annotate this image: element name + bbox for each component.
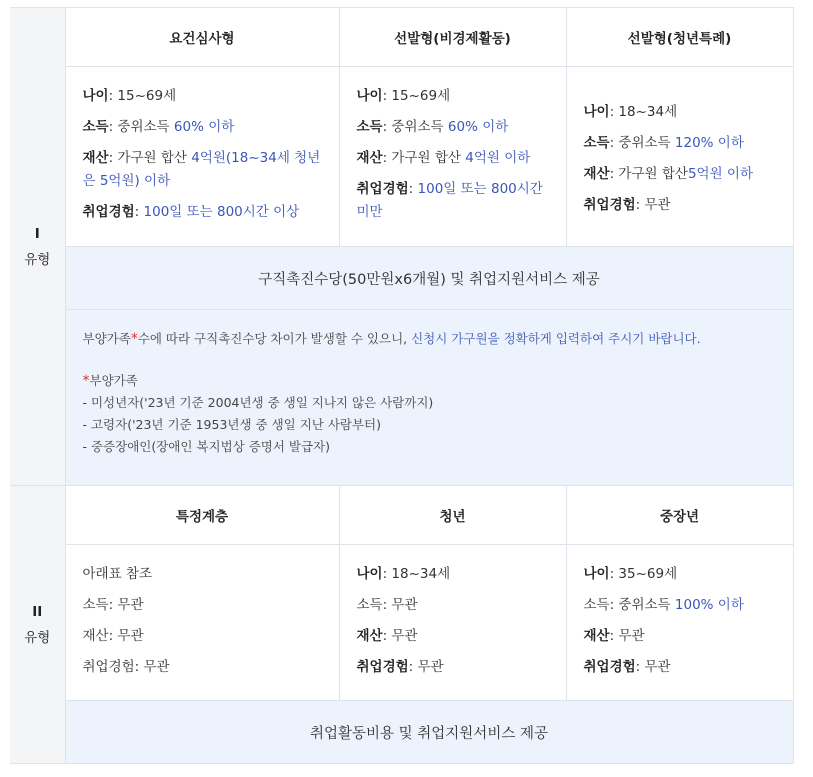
asterisk-icon: * (130, 331, 138, 347)
asset-line: 재산: 가구원 합산 4억원 이하 (356, 150, 531, 166)
type1-criteria-1 (65, 67, 339, 247)
type2-criteria-1 (65, 545, 339, 701)
dependents-note (65, 310, 793, 486)
type1-label: 유형 (24, 251, 51, 268)
type2-header-3: 중장년 (566, 486, 793, 545)
type2-criteria-2 (339, 545, 566, 701)
asset-line: 재산: 무관 (82, 628, 144, 644)
age-line: 나이: 15~69세 (356, 88, 451, 104)
type1-row-header (10, 8, 65, 486)
income-line: 소득: 중위소득 100% 이하 (583, 597, 744, 613)
eligibility-table (10, 7, 794, 764)
eligibility-table-wrapper (10, 7, 793, 764)
type2-roman: II (32, 603, 43, 620)
asterisk-icon: * (82, 373, 90, 389)
age-line: 나이: 18~34세 (583, 103, 678, 120)
type1-header-3: 선발형(청년특례) (566, 8, 793, 67)
experience-line: 취업경험: 무관 (583, 659, 671, 675)
type1-criteria-3 (566, 67, 793, 247)
note-title: *부양가족 (82, 373, 138, 389)
age-line: 나이: 35~69세 (583, 566, 678, 582)
asset-line: 재산: 무관 (583, 628, 645, 644)
income-line: 소득: 중위소득 120% 이하 (583, 134, 744, 151)
note-item: - 고령자('23년 기준 1953년생 중 생일 지난 사람부터) (82, 417, 382, 432)
type2-header-1: 특정계층 (65, 486, 339, 545)
income-line: 소득: 중위소득 60% 이하 (356, 119, 509, 135)
asset-line: 재산: 무관 (356, 628, 418, 644)
type1-roman: I (34, 225, 40, 242)
type2-header-2: 청년 (339, 486, 566, 545)
experience-line: 취업경험: 무관 (82, 659, 170, 675)
type2-benefit: 취업활동비용 및 취업지원서비스 제공 (65, 701, 793, 764)
income-line: 소득: 중위소득 60% 이하 (82, 119, 235, 135)
income-line: 소득: 무관 (82, 597, 144, 613)
type1-header-2: 선발형(비경제활동) (339, 8, 566, 67)
age-line: 나이: 15~69세 (82, 88, 177, 104)
type2-row-header (10, 486, 65, 764)
type1-criteria-2 (339, 67, 566, 247)
reference-line: 아래표 참조 (82, 566, 152, 582)
asset-line: 재산: 가구원 합산 4억원(18~34세 청년은 5억원) 이하 (82, 150, 321, 189)
note-item: - 미성년자('23년 기준 2004년생 중 생일 지나지 않은 사람까지) (82, 395, 434, 410)
asset-line: 재산: 가구원 합산5억원 이하 (583, 165, 753, 182)
age-line: 나이: 18~34세 (356, 566, 451, 582)
type2-criteria-3 (566, 545, 793, 701)
experience-line: 취업경험: 무관 (356, 659, 444, 675)
type2-label: 유형 (24, 629, 51, 646)
experience-line: 취업경험: 100일 또는 800시간 이상 (82, 204, 300, 220)
note-main-line: 부양가족*수에 따라 구직촉진수당 차이가 발생할 수 있으니, 신청시 가구원을 정확하게 입력하여 주시기 바랍니다. (82, 331, 701, 347)
type1-benefit: 구직촉진수당(50만원x6개월) 및 취업지원서비스 제공 (65, 247, 793, 310)
note-item: - 중증장애인(장애인 복지법상 증명서 발급자) (82, 439, 331, 454)
type1-header-1: 요건심사형 (65, 8, 339, 67)
experience-line: 취업경험: 100일 또는 800시간 미만 (356, 181, 543, 220)
experience-line: 취업경험: 무관 (583, 196, 671, 213)
income-line: 소득: 무관 (356, 597, 418, 613)
